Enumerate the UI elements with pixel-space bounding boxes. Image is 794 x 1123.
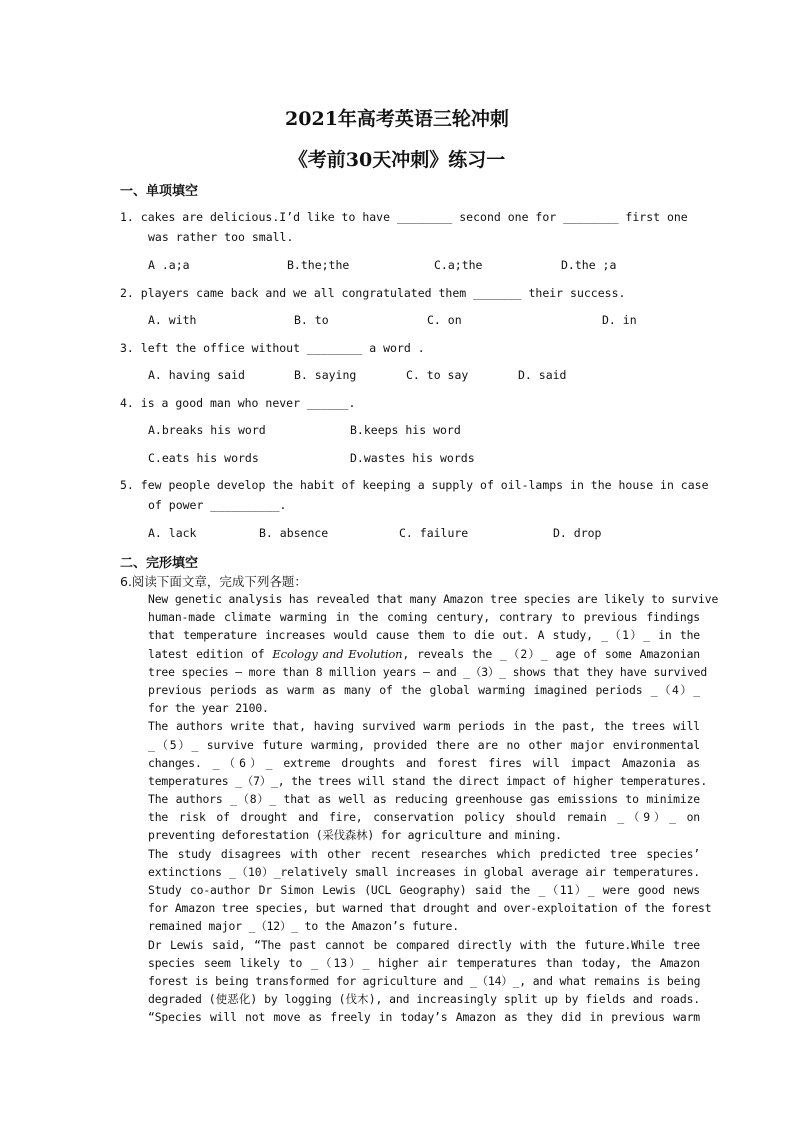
cloze-passage bbox=[148, 590, 719, 1027]
passage-line: “Species will not move as freely in today’s Amazon as they did in previous warm bbox=[148, 1010, 700, 1025]
passage-line: extinctions _（10）_relatively small increases in global average air temperatures. bbox=[148, 864, 700, 879]
passage-line: Dr Lewis said, “The past cannot be compared directly with the future.While tree bbox=[148, 937, 700, 952]
passage-line: latest edition of Ecology and Evolution, reveals the _（2）_ age of some Amazonian bbox=[148, 646, 700, 661]
question-1-option-b: B.the;the bbox=[287, 258, 350, 272]
document-title: 2021年高考英语三轮冲刺 bbox=[285, 108, 509, 130]
question-3-option-c: C. to say bbox=[406, 368, 469, 382]
question-1-option-d: D.the ;a bbox=[561, 258, 617, 272]
question-3-stem: 3. left the office without ________ a word . bbox=[120, 341, 425, 355]
question-1-stem: 1. cakes are delicious.I’d like to have ________ second one for ________ first one bbox=[120, 210, 688, 224]
question-2-stem: 2. players came back and we all congratulated them _______ their success. bbox=[120, 286, 626, 300]
question-4-option-c: C.eats his words bbox=[148, 451, 259, 465]
question-2-option-d: D. in bbox=[602, 313, 637, 327]
passage-line: _（5）_ survive future warming, provided there are no other major environmental bbox=[148, 737, 700, 752]
question-5-option-c: C. failure bbox=[399, 526, 469, 540]
passage-line: the risk of drought and fire, conservation policy should remain _（9）_ on bbox=[148, 810, 700, 825]
cloze-instruction: 6.阅读下面文章，完成下列各题： bbox=[120, 574, 307, 589]
question-5-option-a: A. lack bbox=[148, 526, 197, 540]
question-5-stem-cont: of power __________. bbox=[148, 498, 287, 512]
passage-line: The authors write that, having survived warm periods in the past, the trees will bbox=[148, 719, 700, 734]
question-1-option-c: C.a;the bbox=[434, 258, 483, 272]
question-5-option-b: B. absence bbox=[259, 526, 329, 540]
question-2-option-b: B. to bbox=[294, 313, 329, 327]
question-4-option-d: D.wastes his words bbox=[350, 451, 475, 465]
passage-line: remained major _（12）_ to the Amazon’s future. bbox=[148, 919, 459, 934]
journal-name: Ecology and Evolution bbox=[272, 646, 403, 661]
question-4-option-a: A.breaks his word bbox=[148, 423, 266, 437]
passage-line: previous periods as warm as many of the global warming imagined periods _（4）_ bbox=[148, 682, 701, 697]
passage-line: species seem likely to _（13）_ higher air temperatures than today, the Amazon bbox=[148, 955, 700, 970]
document-subtitle: 《考前30天冲刺》练习一 bbox=[288, 149, 506, 171]
passage-line: preventing deforestation (采伐森林) for agriculture and mining. bbox=[148, 828, 562, 843]
passage-line: temperatures _（7）_, the trees will stand the direct impact of higher temperatures. bbox=[148, 773, 708, 788]
passage-line: forest is being transformed for agriculture and _（14）_, and what remains is being bbox=[148, 973, 701, 988]
passage-line: New genetic analysis has revealed that many Amazon tree species are likely to survive bbox=[148, 592, 719, 606]
passage-line: for the year 2100. bbox=[148, 701, 269, 716]
passage-line: degraded (使恶化) by logging (伐木), and increasingly split up by fields and roads. bbox=[148, 992, 700, 1007]
question-5-stem: 5. few people develop the habit of keeping a supply of oil-lamps in the house in case bbox=[120, 478, 709, 492]
question-3-option-d: D. said bbox=[518, 368, 567, 382]
question-2-option-c: C. on bbox=[427, 313, 462, 327]
passage-line: human-made climate warming in the coming century, contrary to previous findings bbox=[148, 610, 700, 625]
question-5-option-d: D. drop bbox=[553, 526, 602, 540]
question-1-option-a: A .a;a bbox=[148, 258, 190, 272]
passage-line: that temperature increases would cause them to die out. A study, _（1）_ in the bbox=[148, 628, 700, 643]
question-2-option-a: A. with bbox=[148, 313, 197, 327]
question-4-stem: 4. is a good man who never ______. bbox=[120, 396, 356, 410]
passage-line: for Amazon tree species, but warned that drought and over-exploitation of the forest bbox=[148, 901, 712, 916]
passage-line: changes. _（6）_ extreme droughts and forest fires will impact Amazonia as bbox=[148, 755, 700, 770]
question-3-option-a: A. having said bbox=[148, 368, 245, 382]
question-4-option-b: B.keeps his word bbox=[350, 423, 461, 437]
question-3-option-b: B. saying bbox=[294, 368, 357, 382]
passage-line: tree species — more than 8 million years — and _（3）_ shows that they have survived bbox=[148, 664, 708, 679]
passage-line: Study co-author Dr Simon Lewis (UCL Geography) said the _（11）_ were good news bbox=[148, 883, 700, 897]
question-1-stem-cont: was rather too small. bbox=[148, 230, 294, 244]
section-heading-single-choice: 一、单项填空 bbox=[120, 184, 199, 199]
section-heading-cloze: 二、完形填空 bbox=[120, 556, 199, 571]
passage-line: The study disagrees with other recent researches which predicted tree species’ bbox=[148, 846, 700, 861]
passage-line: The authors _（8）_ that as well as reducing greenhouse gas emissions to minimize bbox=[148, 792, 700, 807]
